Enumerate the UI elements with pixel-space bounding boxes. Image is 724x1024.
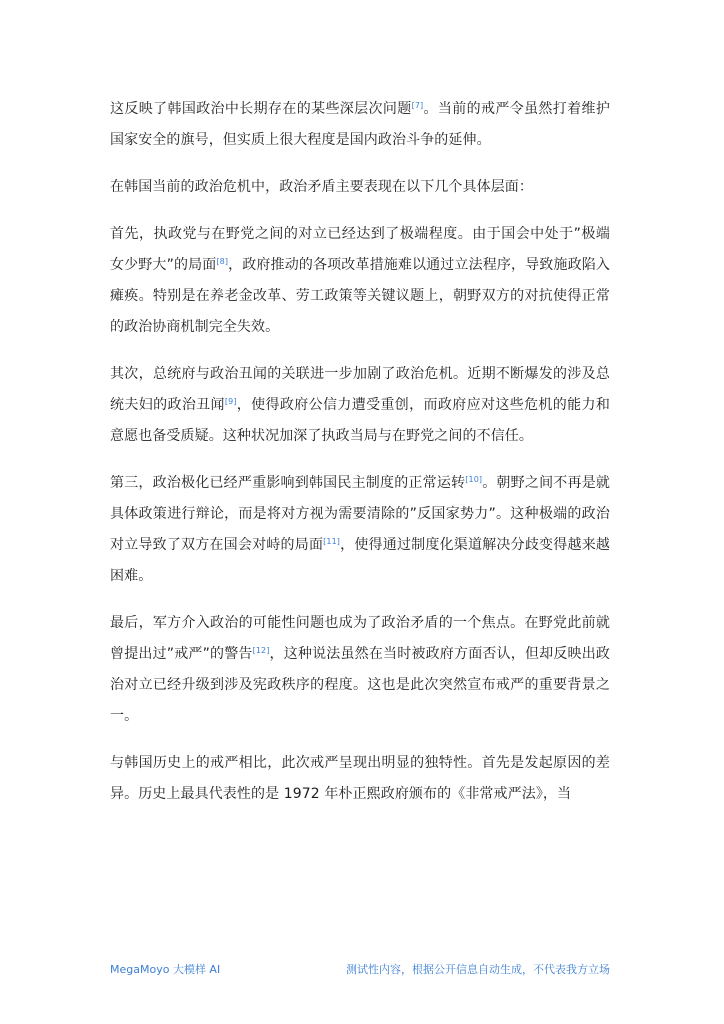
footer-brand: MegaMoyo 大模样 AI — [110, 963, 221, 976]
paragraph-text: 。朝野之间不再是就具体政策进行辩论，而是将对方视为需要清除的”反国家势力”。这种极端的政治对立导致了双方在国会对峙的局面 — [110, 475, 611, 553]
paragraph-text: 其次，总统府与政治丑闻的关联进一步加剧了政治危机。近期不断爆发的涉及总统夫妇的政治丑闻 — [110, 366, 610, 413]
footer-disclaimer: 测试性内容，根据公开信息自动生成，不代表我方立场 — [346, 963, 610, 976]
paragraph-text: 这反映了韩国政治中长期存在的某些深层次问题 — [110, 101, 412, 117]
citation-link[interactable]: [9] — [224, 397, 237, 406]
paragraph — [110, 219, 610, 343]
paragraph-text: ，这种说法虽然在当时被政府方面否认，但却反映出政治对立已经升级到涉及宪政秩序的程度。这也是此次突然宣布戒严的重要背景之一。 — [110, 646, 611, 724]
paragraph-text: ，使得政府公信力遭受重创，而政府应对这些危机的能力和意愿也备受质疑。这种状况加深了执政当局与在野党之间的不信任。 — [110, 397, 610, 444]
paragraph — [110, 748, 610, 810]
document-body — [110, 94, 610, 826]
paragraph-text: ，政府推动的各项改革措施难以通过立法程序，导致施政陷入瘫痪。特别是在养老金改革、劳工政策等关键议题上，朝野双方的对抗使得正常的政治协商机制完全失效。 — [110, 257, 610, 335]
paragraph — [110, 359, 610, 452]
paragraph-text: ，使得通过制度化渠道解决分歧变得越来越困难。 — [110, 537, 611, 584]
paragraph — [110, 468, 610, 592]
paragraph-text: 第三，政治极化已经严重影响到韩国民主制度的正常运转 — [110, 475, 466, 491]
citation-link[interactable]: [11] — [323, 537, 340, 546]
paragraph-text: 首先，执政党与在野党之间的对立已经达到了极端程度。由于国会中处于”极端女少野大”的局面 — [110, 226, 610, 273]
paragraph — [110, 172, 610, 203]
paragraph-text: 与韩国历史上的戒严相比，此次戒严呈现出明显的独特性。首先是发起原因的差异。历史上最具代表性的是 1972 年朴正熙政府颁布的《非常戒严法》，当 — [110, 755, 610, 802]
citation-link[interactable]: [12] — [252, 646, 270, 655]
citation-link[interactable]: [8] — [216, 257, 229, 266]
paragraph — [110, 608, 610, 732]
paragraph — [110, 94, 610, 156]
citation-link[interactable]: [7] — [411, 101, 424, 110]
citation-link[interactable]: [10] — [465, 475, 483, 484]
paragraph-text: 最后，军方介入政治的可能性问题也成为了政治矛盾的一个焦点。在野党此前就曾提出过”戒严”的警告 — [110, 615, 610, 662]
paragraph-text: 。当前的戒严令虽然打着维护国家安全的旗号，但实质上很大程度是国内政治斗争的延伸。 — [110, 101, 610, 148]
paragraph-text: 在韩国当前的政治危机中，政治矛盾主要表现在以下几个具体层面： — [110, 179, 533, 195]
